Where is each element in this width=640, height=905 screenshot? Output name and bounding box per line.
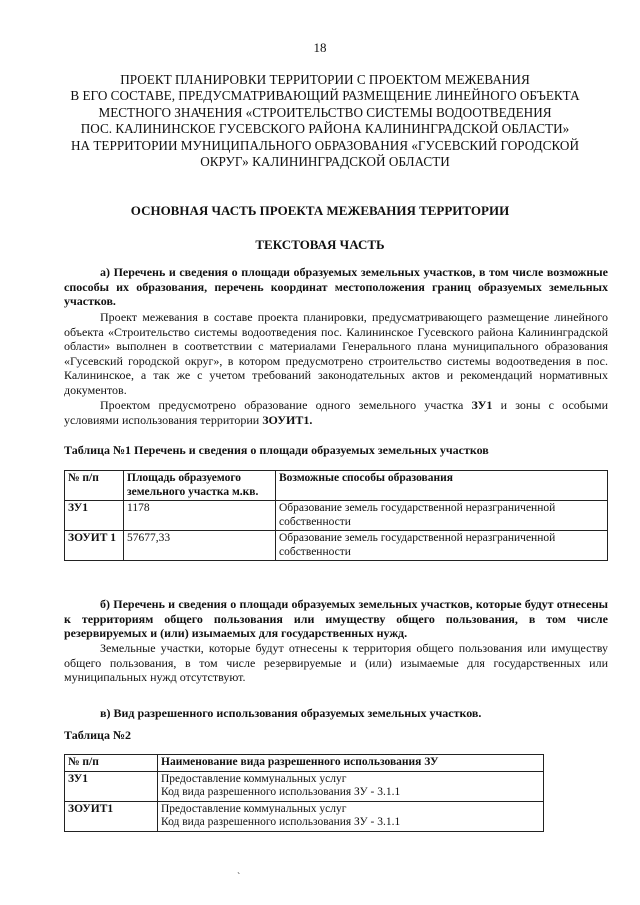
table-header-cell: Площадь образуемого земельного участка м.кв.	[124, 471, 276, 501]
document-title	[55, 72, 595, 170]
table-cell	[158, 801, 544, 831]
table-cell: ЗУ1	[65, 771, 158, 801]
cell-line: Код вида разрешенного использования ЗУ - 3.1.1	[161, 816, 401, 828]
table-header-cell: Возможные способы образования	[276, 471, 608, 501]
table-header-cell: Наименование вида разрешенного использования ЗУ	[158, 755, 544, 772]
table-row	[65, 771, 544, 801]
title-line: ПОС. КАЛИНИНСКОЕ ГУСЕВСКОГО РАЙОНА КАЛИНИНГРАДСКОЙ ОБЛАСТИ»	[80, 121, 570, 137]
table-cell: ЗОУИТ1	[65, 801, 158, 831]
cell-line: Код вида разрешенного использования ЗУ - 3.1.1	[161, 786, 401, 798]
title-line: НА ТЕРРИТОРИИ МУНИЦИПАЛЬНОГО ОБРАЗОВАНИЯ «ГУСЕВСКИЙ ГОРОДСКОЙ	[71, 137, 579, 153]
para2-zu: ЗУ1	[471, 398, 493, 412]
table-1	[64, 470, 608, 561]
cell-line: Предоставление коммунальных услуг	[161, 802, 347, 815]
table2-caption: Таблица №2	[64, 728, 132, 742]
section-a-paragraph-1: Проект межевания в составе проекта планировки, предусматривающего размещение линейного объекта «Строительство системы водоотведения пос. Калининское Гусевского района Калининградской области» выполнен в соответствии с материалами Генерального плана муниципального образования «Гусевский городской округ», в котором предусмотрено строительство системы водоотведения в пос. Калининское, а так же с учетом требований законодательных актов и рекомендаций нормативных документов.	[64, 310, 608, 397]
footer-mark: `	[237, 872, 241, 883]
title-line: ПРОЕКТ ПЛАНИРОВКИ ТЕРРИТОРИИ С ПРОЕКТОМ МЕЖЕВАНИЯ	[120, 72, 530, 87]
table-header-cell: № п/п	[65, 471, 124, 501]
title-line: ОКРУГ» КАЛИНИНГРАДСКОЙ ОБЛАСТИ	[200, 154, 450, 170]
table-cell: ЗОУИТ 1	[65, 531, 124, 561]
heading-main: ОСНОВНАЯ ЧАСТЬ ПРОЕКТА МЕЖЕВАНИЯ ТЕРРИТОРИИ	[130, 203, 510, 218]
page-number: 18	[313, 40, 327, 55]
section-a-heading: а) Перечень и сведения о площади образуемых земельных участков, в том числе возможные способы их образования, перечень координат местоположения границ образуемых земельных участков.	[64, 265, 608, 309]
table-cell: 1178	[124, 501, 276, 531]
section-c-heading: в) Вид разрешенного использования образуемых земельных участков.	[100, 706, 482, 720]
title-line: В ЕГО СОСТАВЕ, ПРЕДУСМАТРИВАЮЩИЙ РАЗМЕЩЕНИЕ ЛИНЕЙНОГО ОБЪЕКТА	[70, 88, 580, 104]
para2-start: Проектом предусмотрено образование одного земельного участка	[100, 398, 472, 412]
table-row	[65, 801, 544, 831]
cell-line: Предоставление коммунальных услуг	[161, 772, 347, 785]
table1-caption: Таблица №1 Перечень и сведения о площади образуемых земельных участков	[64, 443, 489, 457]
table-cell: ЗУ1	[65, 501, 124, 531]
section-b-paragraph: Земельные участки, которые будут отнесены к территория общего пользования или имуществу общего пользования, в том числе резервируемые и (или) изымаемые для государственных или муниципальных нужд отсутствуют.	[64, 641, 608, 685]
table-cell: Образование земель государственной неразграниченной собственности	[276, 531, 608, 561]
table-header-cell: № п/п	[65, 755, 158, 772]
table-row	[65, 501, 608, 531]
table-header-row	[65, 471, 608, 501]
heading-text-part: ТЕКСТОВАЯ ЧАСТЬ	[255, 237, 385, 252]
table-row	[65, 531, 608, 561]
table-2	[64, 754, 544, 832]
table-cell: 57677,33	[124, 531, 276, 561]
title-line: МЕСТНОГО ЗНАЧЕНИЯ «СТРОИТЕЛЬСТВО СИСТЕМЫ ВОДООТВЕДЕНИЯ	[98, 104, 552, 120]
para2-zouit: ЗОУИТ1.	[262, 412, 313, 427]
para2-mid: и зоны с особыми условиями использования территории	[64, 398, 608, 427]
table-cell	[158, 771, 544, 801]
section-a-paragraph-2	[64, 398, 608, 427]
table-cell: Образование земель государственной неразграниченной собственности	[276, 501, 608, 531]
section-b-heading: б) Перечень и сведения о площади образуемых земельных участков, которые будут отнесены к территориям общего пользования или имуществу общего пользования, в том числе резервируемых и (или) изымаемых для государственных нужд.	[64, 597, 608, 641]
table-header-row	[65, 755, 544, 772]
